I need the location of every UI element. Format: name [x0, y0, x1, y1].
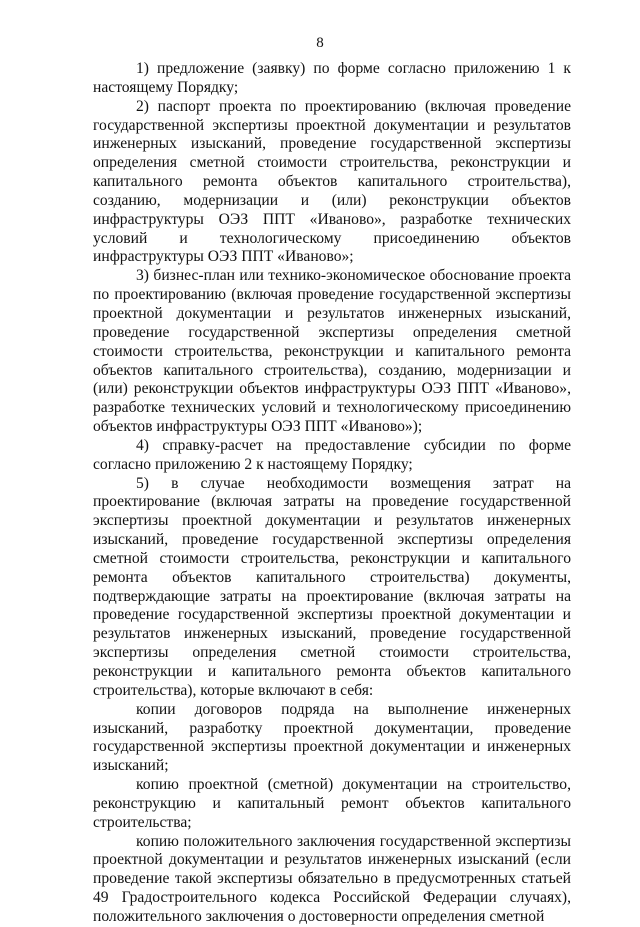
paragraph-expertise-conclusion-copy: копию положительного заключения государственной экспертизы проектной документации и результатов инженерных изысканий (если проведение такой экспертизы обязательно в предусмотренных статьей 49 Градостроительного кодекса Российской Федерации случаях), положительного заключения о достоверности определения сметной [93, 832, 571, 925]
paragraph-item-1: 1) предложение (заявку) по форме согласно приложению 1 к настоящему Порядку; [93, 60, 571, 96]
paragraph-item-5: 5) в случае необходимости возмещения затрат на проектирование (включая затраты на проведение государственной экспертизы проектной документации и результатов инженерных изысканий, проведение государственной экспертизы определения сметной стоимости строительства, реконструкции и капитального ремонта объектов капитального строительства) документы, подтверждающие затраты на проектирование (включая затраты на проведение государственной экспертизы проектной документации и результатов инженерных изысканий, проведение государственной экспертизы определения сметной стоимости строительства, реконструкции и капитального ремонта объектов капитального строительства), которые включают в себя: [93, 474, 571, 699]
paragraph-project-docs-copy: копию проектной (сметной) документации на строительство, реконструкцию и капитальный ремонт объектов капитального строительства; [93, 776, 571, 831]
paragraph-contracts-copies: копии договоров подряда на выполнение инженерных изысканий, разработку проектной документации, проведение государственной экспертизы проектной документации и инженерных изысканий; [93, 700, 571, 775]
page-number: 8 [316, 35, 324, 51]
paragraph-item-4: 4) справку-расчет на предоставление субсидии по форме согласно приложению 2 к настоящему Порядку; [93, 436, 571, 473]
paragraph-item-3: 3) бизнес-план или технико-экономическое обоснование проекта по проектированию (включая проведение государственной экспертизы проектной документации и результатов инженерных изысканий, проведение государственной экспертизы определения сметной стоимости строительства, реконструкции и капитального ремонта объектов капитального строительства), созданию, модернизации и (или) реконструкции объектов инфраструктуры ОЭЗ ППТ «Иваново», разработке технических условий и технологическому присоединению объектов инфраструктуры ОЭЗ ППТ «Иваново»); [93, 267, 571, 436]
document-body [93, 60, 571, 927]
paragraph-item-2: 2) паспорт проекта по проектированию (включая проведение государственной экспертизы проектной документации и результатов инженерных изысканий, проведение государственной экспертизы определения сметной стоимости строительства, реконструкции и капитального ремонта объектов капитального строительства), созданию, модернизации и (или) реконструкции объектов инфраструктуры ОЭЗ ППТ «Иваново», разработке технических условий и технологическому присоединению объектов инфраструктуры ОЭЗ ППТ «Иваново»; [93, 97, 571, 266]
